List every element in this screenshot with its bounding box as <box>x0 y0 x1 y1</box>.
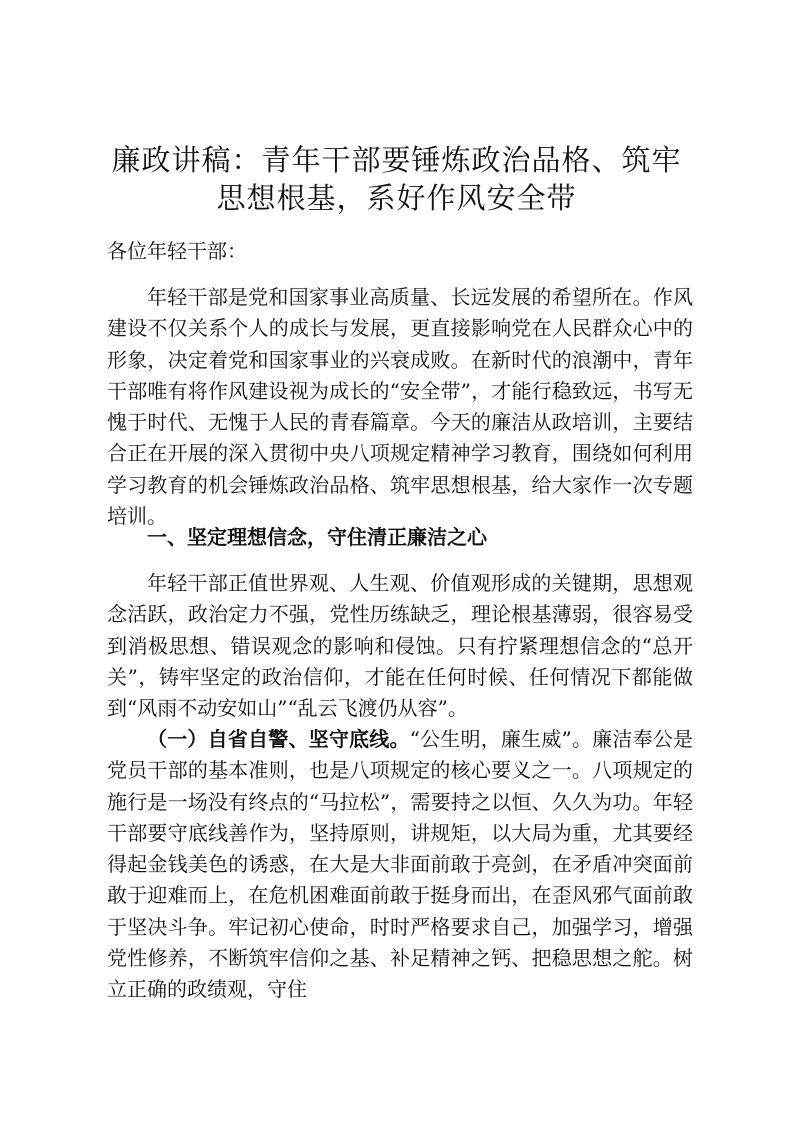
subsection-lead: （一）自省自警、坚守底线。 <box>147 727 410 751</box>
salutation: 各位年轻干部： <box>107 239 247 263</box>
section-heading-1: 一、坚定理想信念，守住清正廉洁之心 <box>147 525 487 549</box>
subsection-body: “公生明，廉生威”。廉洁奉公是党员干部的基本准则，也是八项规定的核心要义之一。八项规定的施行是一场没有终点的“马拉松”，需要持之以恒、久久为功。年轻干部要守底线善作为，坚持原则，讲规矩，以大局为重，尤其要经得起金钱美色的诱惑，在大是大非面前敢于亮剑，在矛盾冲突面前敢于迎难而上，在危机困难面前敢于挺身而出，在歪风邪气面前敢于坚决斗争。牢记初心使命，时时严格要求自己，加强学习，增强党性修养，不断筑牢信仰之基、补足精神之钙、把稳思想之舵。树立正确的政绩观，守住 <box>107 727 693 1002</box>
paragraph-intro: 年轻干部是党和国家事业高质量、长远发展的希望所在。作风建设不仅关系个人的成长与发展，更直接影响党在人民群众心中的形象，决定着党和国家事业的兴衰成败。在新时代的浪潮中，青年干部唯有将作风建设视为成长的“安全带”，才能行稳致远，书写无愧于时代、无愧于人民的青春篇章。今天的廉洁从政培训，主要结合正在开展的深入贯彻中央八项规定精神学习教育，围绕如何利用学习教育的机会锤炼政治品格、筑牢思想根基，给大家作一次专题培训。 <box>107 285 693 529</box>
paragraph-subsection-1 <box>107 724 693 1006</box>
paragraph-section-1: 年轻干部正值世界观、人生观、价值观形成的关键期，思想观念活跃，政治定力不强，党性历练缺乏，理论根基薄弱，很容易受到消极思想、错误观念的影响和侵蚀。只有拧紧理想信念的“总开关”，铸牢坚定的政治信仰，才能在任何时候、任何情况下都能做到“风雨不动安如山”“乱云飞渡仍从容”。 <box>107 571 693 721</box>
document-title: 廉政讲稿：青年干部要锤炼政治品格、筑牢思想根基，系好作风安全带 <box>111 143 682 215</box>
